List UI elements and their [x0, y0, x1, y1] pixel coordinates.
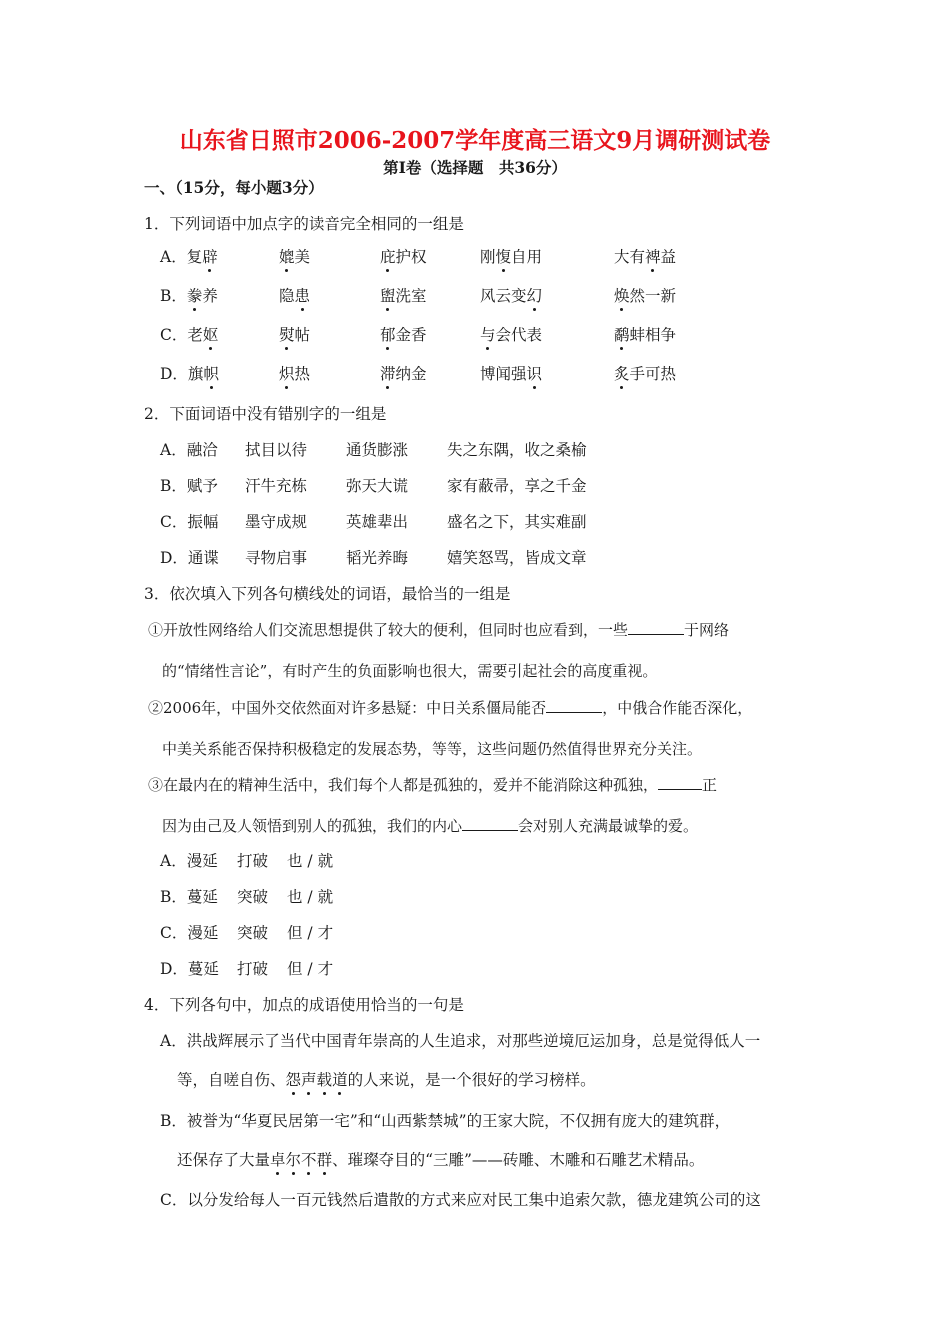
emphasis-char: 滞 [380, 365, 396, 383]
emphasis-char: 妪 [202, 326, 219, 344]
emphasis-char: 识 [526, 365, 543, 383]
q3-s1-part1: ①开放性网络给人们交流思想提供了较大的便利，但同时也应看到，一些 [148, 621, 629, 639]
emphasis-char: 卓 [270, 1151, 286, 1169]
fill-blank [628, 620, 684, 635]
question-1-stem: 1．下列词语中加点字的读音完全相同的一组是 [144, 215, 464, 233]
emphasis-char: 尔 [285, 1151, 302, 1169]
q2-cell: 家有蔽帚，享之千金 [447, 477, 587, 495]
q1-c-item-3: 郁金香 [380, 326, 427, 344]
emphasis-char: 炽 [279, 365, 295, 383]
emphasis-char: 怨 [285, 1071, 302, 1089]
q4-option-a-line1: A．洪战辉展示了当代中国青年崇高的人生追求，对那些逆境厄运加身，总是觉得低人一 [160, 1032, 761, 1050]
q2-row-d [0, 548, 950, 570]
emphasis-char: 熨 [279, 326, 295, 344]
emphasis-char: 愎 [495, 248, 512, 266]
q3-cell: D．蔓延 [160, 960, 219, 978]
q2-cell: 弥天大谎 [346, 477, 409, 495]
q1-a-item-4: 刚愎自用 [480, 248, 543, 266]
q3-cell: 突破 [237, 888, 269, 906]
emphasis-char: 盥 [380, 287, 396, 305]
q2-cell: D．通谍 [160, 549, 219, 567]
emphasis-char: 辟 [202, 248, 218, 266]
q3-cell: 但 / 才 [287, 924, 334, 942]
q3-sentence-2 [148, 698, 752, 718]
q3-s3-part2: 正 [702, 776, 718, 794]
q1-b-item-5: 焕然一新 [614, 287, 677, 305]
q1-d-item-2: 炽热 [279, 365, 311, 383]
q2-cell: 英雄辈出 [346, 513, 409, 531]
q4-option-b-line2: 还保存了大量卓尔不群、璀璨夺目的“三雕”——砖雕、木雕和石雕艺术精品。 [177, 1151, 705, 1169]
fill-blank [462, 816, 518, 831]
q1-c-item-1: C．老妪 [160, 326, 219, 344]
emphasis-char: 道 [332, 1071, 348, 1089]
q1-row-b [0, 286, 950, 308]
emphasis-char: 幻 [526, 287, 543, 305]
q2-cell: 拭目以待 [245, 441, 308, 459]
q3-s1-part2: 于网络 [684, 621, 730, 639]
q3-s1-continuation: 的“情绪性言论”，有时产生的负面影响也很大，需要引起社会的高度重视。 [162, 662, 658, 680]
emphasis-char: 炙 [614, 365, 630, 383]
q2-row-b [0, 476, 950, 498]
q2-cell: 盛名之下，其实难副 [447, 513, 587, 531]
section-heading: 一、（15分，每小题3分） [144, 178, 324, 197]
q3-cell: 打破 [237, 960, 269, 978]
question-2-stem: 2．下面词语中没有错别字的一组是 [144, 405, 387, 423]
exam-subtitle: 第Ⅰ卷（选择题 共36分） [383, 158, 567, 177]
q3-cell: A．漫延 [160, 852, 218, 870]
q2-cell: B．赋予 [160, 477, 218, 495]
q4-option-b-line1: B．被誉为“华夏民居第一宅”和“山西紫禁城”的王家大院，不仅拥有庞大的建筑群， [160, 1112, 731, 1130]
q3-s2-part2: ，中俄合作能否深化， [602, 699, 753, 717]
q2-cell: A．融洽 [160, 441, 218, 459]
q2-cell: 寻物启事 [245, 549, 308, 567]
emphasis-char: 帜 [203, 365, 219, 383]
q1-row-c [0, 325, 950, 347]
emphasis-char: 郁 [380, 326, 396, 344]
q1-a-item-5: 大有裨益 [614, 248, 677, 266]
q3-cell: 打破 [237, 852, 269, 870]
q1-b-item-2: 隐患 [279, 287, 311, 305]
emphasis-char: 鹬 [614, 326, 630, 344]
q1-a-item-2: 媲美 [279, 248, 311, 266]
q1-d-item-4: 博闻强识 [480, 365, 543, 383]
emphasis-char: 群 [316, 1151, 333, 1169]
q2-cell: 墨守成规 [245, 513, 308, 531]
q3-s2-continuation: 中美关系能否保持积极稳定的发展态势，等等，这些问题仍然值得世界充分关注。 [162, 740, 703, 758]
emphasis-char: 豢 [186, 287, 203, 305]
q1-b-item-3: 盥洗室 [380, 287, 427, 305]
question-4-stem: 4．下列各句中，加点的成语使用恰当的一句是 [144, 996, 464, 1014]
q3-s3-part3: 因为由己及人领悟到别人的孤独，我们的内心 [162, 817, 463, 835]
q1-row-d [0, 364, 950, 386]
q3-option-c [0, 923, 950, 945]
q1-b-item-1: B．豢养 [160, 287, 218, 305]
q3-cell: 也 / 就 [287, 888, 334, 906]
q1-d-item-1: D．旗帜 [160, 365, 219, 383]
q1-d-item-3: 滞纳金 [380, 365, 427, 383]
q1-c-item-4: 与会代表 [480, 326, 543, 344]
q1-c-item-5: 鹬蚌相争 [614, 326, 677, 344]
q4-option-c-line1: C．以分发给每人一百元钱然后遣散的方式来应对民工集中追索欠款，德龙建筑公司的这 [160, 1191, 761, 1209]
q2-cell: 韬光养晦 [346, 549, 409, 567]
q3-sentence-3 [148, 775, 717, 795]
emphasis-char: 不 [301, 1151, 317, 1169]
q3-s3-part1: ③在最内在的精神生活中，我们每个人都是孤独的，爱并不能消除这种孤独， [148, 776, 659, 794]
q2-cell: 失之东隅，收之桑榆 [447, 441, 587, 459]
q3-cell: 但 / 才 [287, 960, 334, 978]
q1-b-item-4: 风云变幻 [480, 287, 543, 305]
q1-row-a [0, 247, 950, 269]
q3-cell: C．漫延 [160, 924, 219, 942]
q3-cell: 也 / 就 [287, 852, 334, 870]
emphasis-char: 庇 [380, 248, 396, 266]
q3-cell: 突破 [237, 924, 269, 942]
q4-option-a-line2: 等，自嗟自伤、怨声载道的人来说，是一个很好的学习榜样。 [177, 1071, 596, 1089]
emphasis-char: 声 [301, 1071, 317, 1089]
q1-d-item-5: 炙手可热 [614, 365, 677, 383]
q3-s3-part4: 会对别人充满最诚挚的爱。 [518, 817, 699, 835]
question-3-stem: 3．依次填入下列各句横线处的词语，最恰当的一组是 [144, 585, 511, 603]
emphasis-char: 焕 [614, 287, 630, 305]
emphasis-char: 裨 [645, 248, 661, 266]
emphasis-char: 载 [316, 1071, 333, 1089]
fill-blank [658, 775, 702, 790]
q2-cell: C．振幅 [160, 513, 219, 531]
q3-cell: B．蔓延 [160, 888, 218, 906]
q3-sentence-1 [148, 620, 729, 640]
q3-option-b [0, 887, 950, 909]
exam-title: 山东省日照市2006-2007学年度高三语文9月调研测试卷 [179, 127, 771, 154]
q2-row-c [0, 512, 950, 534]
q1-c-item-2: 熨帖 [279, 326, 311, 344]
emphasis-char: 患 [294, 287, 311, 305]
q3-option-a [0, 851, 950, 873]
q2-cell: 汗牛充栋 [245, 477, 308, 495]
q2-cell: 嬉笑怒骂，皆成文章 [447, 549, 587, 567]
q3-option-d [0, 959, 950, 981]
emphasis-char: 媲 [279, 248, 295, 266]
fill-blank [546, 698, 602, 713]
q3-s2-part1: ②2006年，中国外交依然面对许多悬疑：中日关系僵局能否 [148, 699, 547, 717]
emphasis-char: 与 [480, 326, 496, 344]
q2-row-a [0, 440, 950, 462]
q2-cell: 通货膨涨 [346, 441, 409, 459]
q1-a-item-1: A．复辟 [160, 248, 218, 266]
q1-a-item-3: 庇护权 [380, 248, 427, 266]
q3-s3-continuation [162, 816, 698, 836]
